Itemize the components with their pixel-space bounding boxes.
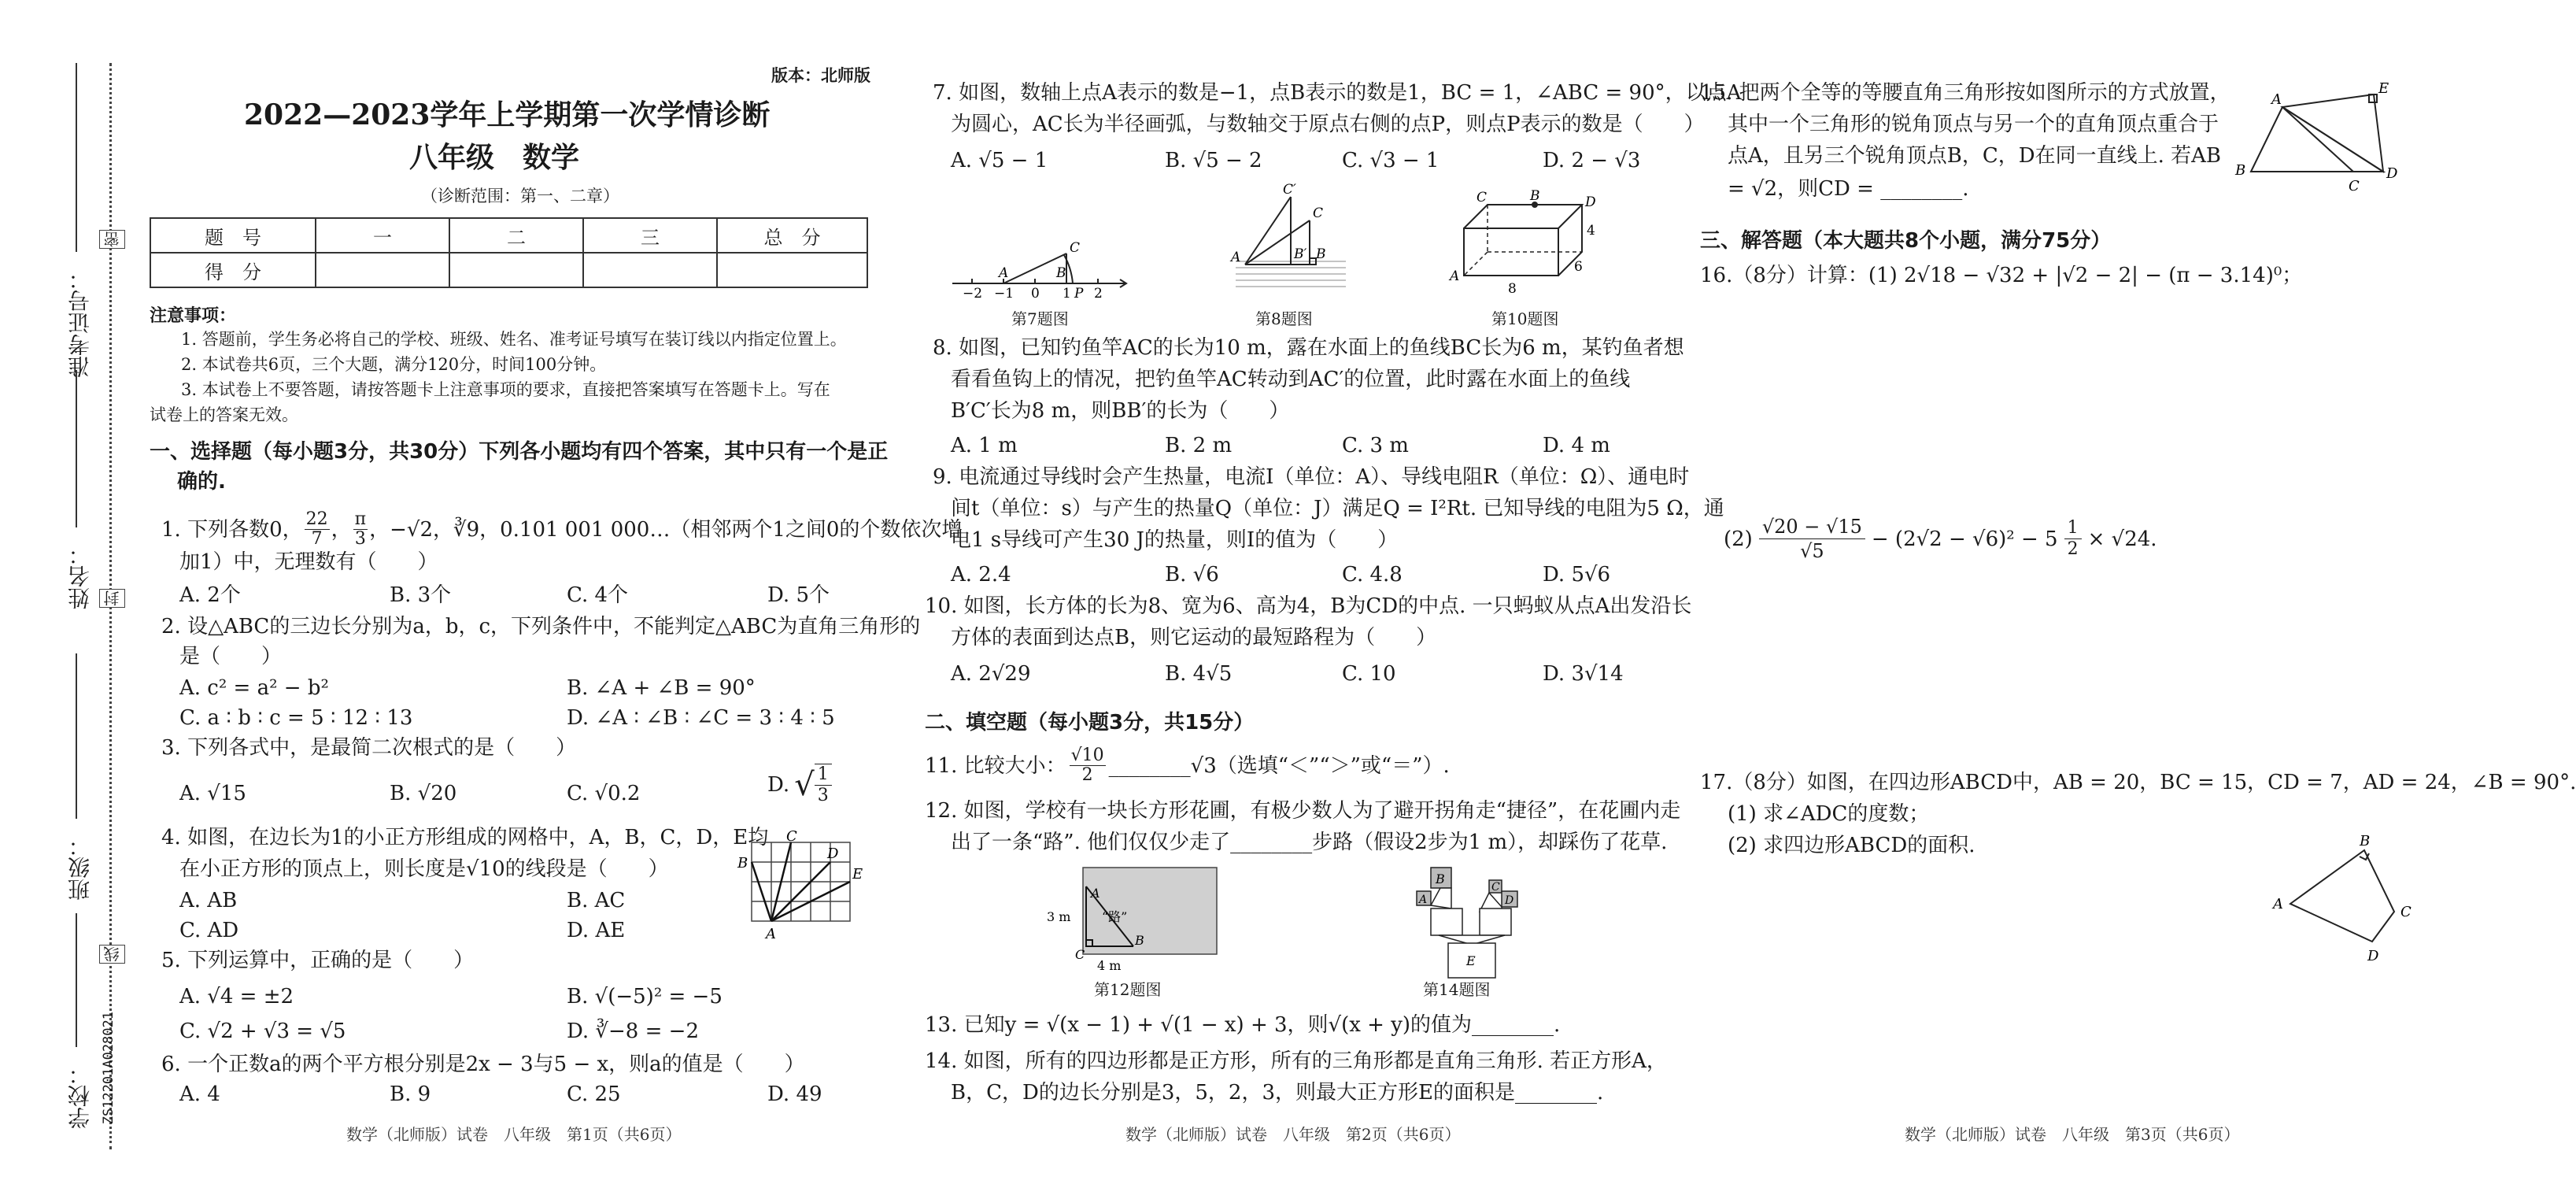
- name-field[interactable]: [76, 370, 77, 527]
- q16-part2-den: √5: [1800, 540, 1824, 562]
- q8-option-a[interactable]: A. 1 m: [951, 434, 1018, 457]
- score-head-5: 总 分: [717, 218, 867, 253]
- footer-page-3: 数学（北师版）试卷 八年级 第3页（共6页）: [1905, 1125, 2240, 1144]
- exam-scope: （诊断范围：第一、二章）: [421, 187, 619, 205]
- q10-stem: 10. 如图，长方体的长为8、宽为6、高为4，B为CD的中点. 一只蚂蚁从点A出发沿长: [925, 594, 1692, 618]
- q11-stem-a: 11. 比较大小：: [925, 753, 1066, 778]
- q10-stem-line2: 方体的表面到达点B，则它运动的最短路程为（ ）: [951, 626, 1437, 649]
- score-head-1: 题 号: [150, 218, 316, 253]
- q4-stem: 4. 如图，在边长为1的小正方形组成的网格中，A，B，C，D，E均: [161, 826, 769, 849]
- q6-option-b[interactable]: B. 9: [390, 1082, 431, 1106]
- note-1: 1. 答题前，学生务必将自己的学校、班级、姓名、准考证号填写在装订线以内指定位置上。: [181, 330, 847, 349]
- fig8-label-a: A: [1231, 250, 1241, 265]
- class-label: 班级：: [67, 834, 93, 901]
- q4-option-a[interactable]: A. AB: [179, 889, 238, 912]
- q12-stem: 12. 如图，学校有一块长方形花圃，有极少数人为了避开拐角走“捷径”，在花圃内走: [925, 799, 1681, 823]
- q12-stem-line2[interactable]: 出了一条“路”. 他们仅仅少走了________步路（假设2步为1 m），却踩伤了花草.: [951, 831, 1668, 854]
- fig12-garden: [1047, 863, 1228, 973]
- q17-sub-2: (2) 求四边形ABCD的面积.: [1728, 834, 1975, 857]
- q13-stem[interactable]: 13. 已知y = √(x − 1) + √(1 − x) + 3，则√(x + y)的值为________.: [925, 1013, 1561, 1037]
- fig10-label-c: C: [1476, 190, 1488, 205]
- fig10-len-8: 8: [1508, 281, 1517, 297]
- q4-stem-line2: 在小正方形的顶点上，则长度是√10的线段是（ ）: [179, 857, 669, 881]
- q5-option-b[interactable]: B. √(−5)² = −5: [567, 985, 723, 1008]
- fig12-label-a: A: [1091, 886, 1100, 901]
- q2-option-a[interactable]: A. c² = a² − b²: [179, 676, 329, 700]
- q3-stem: 3. 下列各式中，是最简二次根式的是（ ）: [161, 736, 577, 760]
- fig12-len-4m: 4 m: [1097, 958, 1122, 973]
- score-table: [150, 217, 868, 288]
- q9-stem-line3: 电1 s导线可产生30 J的热量，则I的值为（ ）: [951, 528, 1399, 552]
- seal-mi: 密: [99, 230, 125, 249]
- q9-option-d[interactable]: D. 5√6: [1543, 563, 1611, 587]
- fig14-label-d: D: [1505, 894, 1514, 907]
- q1-option-b[interactable]: B. 3个: [390, 583, 452, 607]
- notes-title: 注意事项：: [150, 306, 237, 326]
- q4-label-e: E: [852, 866, 863, 883]
- q15-stem-line2: 其中一个三角形的锐角顶点与另一个的直角顶点重合于: [1728, 113, 2219, 136]
- fig12-len-3m: 3 m: [1047, 909, 1071, 924]
- q11-stem: [925, 746, 1450, 785]
- fig8-label-c: C: [1313, 205, 1324, 221]
- fig10-label-a: A: [1450, 268, 1460, 284]
- fig7-label-p: P: [1074, 286, 1084, 302]
- q6-option-d[interactable]: D. 49: [767, 1082, 822, 1106]
- fig10-len-4: 4: [1587, 223, 1595, 239]
- section-3-title: 三、解答题（本大题共8个小题，满分75分）: [1700, 229, 2112, 253]
- section-2-title: 二、填空题（每小题3分，共15分）: [925, 711, 1255, 735]
- q5-stem: 5. 下列运算中，正确的是（ ）: [161, 949, 475, 972]
- exam-number-label: 准考证号：: [67, 268, 93, 378]
- score-cell[interactable]: [717, 253, 867, 287]
- q5-option-a[interactable]: A. √4 = ±2: [179, 985, 294, 1008]
- exam-title: 2022—2023学年上学期第一次学情诊断: [244, 98, 771, 131]
- q16-part2: [1724, 515, 2157, 563]
- q8-option-b[interactable]: B. 2 m: [1165, 434, 1233, 457]
- q9-stem-line2: 间t（单位：s）与产生的热量Q（单位：J）满足Q = I²Rt. 已知导线的电阻为5 Ω，通: [951, 497, 1724, 520]
- score-cell[interactable]: [316, 253, 449, 287]
- fig14-caption: 第14题图: [1423, 980, 1491, 999]
- q3-option-d-frac: [815, 764, 832, 806]
- q11-frac: [1070, 746, 1106, 785]
- q3-option-d[interactable]: [767, 764, 832, 806]
- q8-stem: 8. 如图，已知钓鱼竿AC的长为10 m，露在水面上的鱼线BC长为6 m，某钓鱼者想: [933, 336, 1684, 360]
- q4-label-c: C: [786, 828, 797, 845]
- q4-option-b[interactable]: B. AC: [567, 889, 626, 912]
- q3-option-d-label: D.: [767, 773, 790, 797]
- q11-frac-den: 2: [1081, 765, 1093, 785]
- footer-page-2: 数学（北师版）试卷 八年级 第2页（共6页）: [1125, 1125, 1461, 1144]
- fig7-tick-2: 2: [1094, 286, 1103, 302]
- q16-part2-b: − (2√2 − √6)² − 5: [1871, 527, 2058, 551]
- q4-grid-figure: [736, 828, 870, 945]
- q1-frac1: [305, 510, 330, 549]
- q16-part2-num: √20 − √15: [1759, 515, 1865, 539]
- q2-option-d[interactable]: D. ∠A ∶ ∠B ∶ ∠C = 3 ∶ 4 ∶ 5: [567, 706, 835, 730]
- score-head-3: 二: [449, 218, 583, 253]
- score-cell[interactable]: [449, 253, 583, 287]
- q15-label-b: B: [2235, 162, 2246, 179]
- q9-option-a[interactable]: A. 2.4: [951, 563, 1011, 587]
- q7-option-c[interactable]: C. √3 − 1: [1342, 149, 1440, 172]
- q8-option-c[interactable]: C. 3 m: [1342, 434, 1409, 457]
- q5-option-d[interactable]: D. ∛−8 = −2: [567, 1020, 699, 1043]
- q8-option-d[interactable]: D. 4 m: [1543, 434, 1610, 457]
- fig14-label-c: C: [1491, 881, 1500, 894]
- q4-label-a: A: [766, 926, 776, 942]
- fig7-tick-0: 0: [1031, 286, 1040, 302]
- q15-label-a: A: [2271, 91, 2282, 108]
- q8-stem-line3: B′C′长为8 m，则BB′的长为（ ）: [951, 399, 1290, 423]
- q17-quadrilateral-figure: [2267, 833, 2424, 967]
- fig10-caption: 第10题图: [1491, 309, 1559, 328]
- q16-part2-fnum: 1: [2064, 518, 2082, 539]
- q15-stem-line3: 点A，且另三个锐角顶点B，C，D在同一直线上. 若AB: [1728, 144, 2222, 168]
- q15-stem-line4[interactable]: = √2，则CD = ________.: [1728, 177, 1969, 201]
- q15-stem: 15. 把两个全等的等腰直角三角形按如图所示的方式放置，: [1700, 81, 2230, 105]
- q1-stem-a: 1. 下列各数0，: [161, 517, 303, 542]
- fig7-caption: 第7题图: [1011, 309, 1069, 328]
- school-label: 学校：: [67, 1063, 93, 1129]
- q7-stem-line2: 为圆心，AC长为半径画弧，与数轴交于原点右侧的点P，则点P表示的数是（ ）: [951, 113, 1705, 136]
- q17-label-a: A: [2273, 896, 2283, 912]
- fig12-road-label: “路”: [1102, 909, 1128, 924]
- fig7-tick-m1: −1: [994, 286, 1015, 302]
- q11-frac-num: √10: [1070, 746, 1104, 765]
- seal-xian: 线: [99, 945, 125, 964]
- fig8-caption: 第8题图: [1255, 309, 1313, 328]
- q2-stem: 2. 设△ABC的三边长分别为a，b，c，下列条件中，不能判定△ABC为直角三角形的: [161, 615, 921, 638]
- name-label: 姓名：: [67, 543, 93, 609]
- fig8-fishing-figure: [1228, 183, 1354, 301]
- q16-part2-frac: [1759, 515, 1865, 563]
- q9-stem: 9. 电流通过导线时会产生热量，电流I（单位：A）、导线电阻R（单位：Ω）、通电时: [933, 465, 1690, 489]
- q15-label-d: D: [2386, 165, 2398, 182]
- q16-part1: 16.（8分）计算：(1) 2√18 − √32 + |√2 − 2| − (π − 3.14)⁰；: [1700, 264, 2303, 287]
- q4-label-d: D: [827, 846, 839, 862]
- q10-option-a[interactable]: A. 2√29: [951, 662, 1031, 686]
- q1-frac2-num: π: [354, 509, 367, 529]
- q3-option-b[interactable]: B. √20: [390, 782, 457, 805]
- q3-option-a[interactable]: A. √15: [179, 782, 246, 805]
- score-head-2: 一: [316, 218, 449, 253]
- footer-page-1: 数学（北师版）试卷 八年级 第1页（共6页）: [346, 1125, 682, 1144]
- q1-frac2: [353, 510, 368, 549]
- q7-stem: 7. 如图，数轴上点A表示的数是−1，点B表示的数是1，BC = 1，∠ABC = 90°，以点A: [933, 81, 1742, 105]
- q2-option-c[interactable]: C. a ∶ b ∶ c = 5 ∶ 12 ∶ 13: [179, 706, 413, 730]
- q17-sub-1: (1) 求∠ADC的度数；: [1728, 802, 1930, 826]
- q4-label-b: B: [737, 855, 748, 871]
- q16-part2-fden: 2: [2067, 539, 2079, 559]
- q9-option-c[interactable]: C. 4.8: [1342, 563, 1403, 587]
- q5-option-c[interactable]: C. √2 + √3 = √5: [179, 1020, 346, 1043]
- fig14-label-e: E: [1466, 953, 1476, 968]
- q1-frac2-den: 3: [354, 529, 366, 549]
- q10-option-d[interactable]: D. 3√14: [1543, 662, 1624, 686]
- fig7-tick-1: 1: [1063, 286, 1071, 302]
- fig10-len-6: 6: [1574, 259, 1583, 275]
- q3-d-num: 1: [815, 764, 832, 786]
- section-1-title-2: 确的.: [177, 470, 226, 494]
- exam-number-field[interactable]: [76, 63, 77, 252]
- q1-option-a[interactable]: A. 2个: [179, 583, 241, 607]
- fig8-label-c-prime: C′: [1283, 182, 1296, 198]
- fig12-label-b: B: [1135, 933, 1144, 948]
- note-2: 2. 本试卷共6页，三个大题，满分120分，时间100分钟。: [181, 355, 607, 374]
- score-row-label: 得 分: [150, 253, 316, 287]
- q1-option-c[interactable]: C. 4个: [567, 583, 629, 607]
- q4-option-d[interactable]: D. AE: [567, 919, 626, 942]
- fig8-label-b-prime: B′: [1294, 246, 1307, 262]
- q14-stem-line2[interactable]: B，C，D的边长分别是3，5，2，3，则最大正方形E的面积是________.: [951, 1081, 1604, 1105]
- fig14-label-a: A: [1419, 894, 1428, 906]
- exam-subtitle: 八年级 数学: [409, 141, 580, 174]
- q2-stem-line2: 是（ ）: [179, 645, 283, 668]
- fig7-label-a: A: [999, 265, 1009, 281]
- q15-triangles-figure: [2235, 76, 2408, 194]
- q6-stem: 6. 一个正数a的两个平方根分别是2x − 3与5 − x，则a的值是（ ）: [161, 1053, 805, 1076]
- q17-label-c: C: [2400, 904, 2412, 920]
- fig10-cuboid: [1448, 189, 1606, 307]
- q1-frac1-num: 22: [305, 509, 328, 529]
- seal-feng: 封: [99, 589, 125, 608]
- fig7-tick-m2: −2: [963, 286, 983, 302]
- q17-label-d: D: [2367, 948, 2379, 964]
- q6-option-c[interactable]: C. 25: [567, 1082, 621, 1106]
- note-3: 3. 本试卷上不要答题，请按答题卡上注意事项的要求，直接把答案填写在答题卡上。写在: [181, 380, 830, 399]
- q17-stem: 17.（8分）如图，在四边形ABCD中，AB = 20，BC = 15，CD = 7，AD = 24，∠B = 90°.: [1700, 771, 2576, 794]
- fig12-caption: 第12题图: [1094, 980, 1162, 999]
- paper-code: ZS12201A028021: [101, 1012, 116, 1125]
- q1-stem-b: ，−√2，∛9，0.101 001 000…（相邻两个1之间0的个数依次增: [369, 517, 963, 542]
- q1-frac1-den: 7: [311, 529, 323, 549]
- school-field[interactable]: [76, 913, 77, 1047]
- binding-strip: [0, 0, 134, 1199]
- note-3b: 试卷上的答案无效。: [150, 405, 298, 424]
- q14-stem: 14. 如图，所有的四边形都是正方形，所有的三角形都是直角三角形. 若正方形A，: [925, 1049, 1667, 1073]
- q16-part2-frac2: [2064, 518, 2082, 560]
- q3-option-c[interactable]: C. √0.2: [567, 782, 641, 805]
- version-label: 版本：北师版: [771, 66, 870, 85]
- q6-option-a[interactable]: A. 4: [179, 1082, 220, 1106]
- q15-label-c: C: [2349, 178, 2360, 194]
- q3-option-d-radical: √: [794, 767, 815, 803]
- fig12-label-c: C: [1075, 947, 1085, 962]
- score-head-4: 三: [583, 218, 717, 253]
- q10-option-c[interactable]: C. 10: [1342, 662, 1396, 686]
- q15-label-e: E: [2378, 80, 2389, 97]
- q9-option-b[interactable]: B. √6: [1165, 563, 1219, 587]
- q7-option-d[interactable]: D. 2 − √3: [1543, 149, 1641, 172]
- q10-option-b[interactable]: B. 4√5: [1165, 662, 1233, 686]
- fig10-label-d: D: [1585, 194, 1596, 210]
- fig7-label-b: B: [1056, 265, 1066, 281]
- class-field[interactable]: [76, 653, 77, 819]
- q2-option-b[interactable]: B. ∠A + ∠B = 90°: [567, 676, 756, 700]
- q7-option-a[interactable]: A. √5 − 1: [951, 149, 1048, 172]
- fig7-number-line: [948, 220, 1137, 302]
- q17-label-b: B: [2360, 833, 2371, 849]
- q1-option-d[interactable]: D. 5个: [767, 583, 830, 607]
- q1-stem: 1. 下列各数0， $\frac{22}{7}$ ， $\frac{\pi}{3}$ ，−√2，∛9，0.101 001 000…（相邻两个1之间0的个数依次增: [161, 509, 963, 549]
- q4-option-c[interactable]: C. AD: [179, 919, 239, 942]
- q1-stem-line2: 加1）中，无理数有（ ）: [179, 550, 438, 574]
- score-cell[interactable]: [583, 253, 717, 287]
- section-1-title: 一、选择题（每小题3分，共30分）下列各小题均有四个答案，其中只有一个是正: [150, 440, 889, 464]
- q16-part2-c: × √24.: [2087, 527, 2157, 551]
- fig10-label-b: B: [1530, 188, 1540, 204]
- q8-stem-line2: 看看鱼钩上的情况，把钓鱼竿AC转动到AC′的位置，此时露在水面上的鱼线: [951, 368, 1631, 391]
- fig7-label-c: C: [1070, 240, 1081, 256]
- q11-stem-b[interactable]: ________√3（选填“＜”“＞”或“＝”）.: [1108, 753, 1450, 778]
- fig14-squares: [1393, 863, 1535, 981]
- fig14-label-b: B: [1436, 871, 1445, 886]
- q3-d-den: 3: [817, 786, 829, 805]
- q16-part2-a: (2): [1724, 527, 1753, 551]
- fig8-label-b: B: [1316, 246, 1326, 262]
- q7-option-b[interactable]: B. √5 − 2: [1165, 149, 1262, 172]
